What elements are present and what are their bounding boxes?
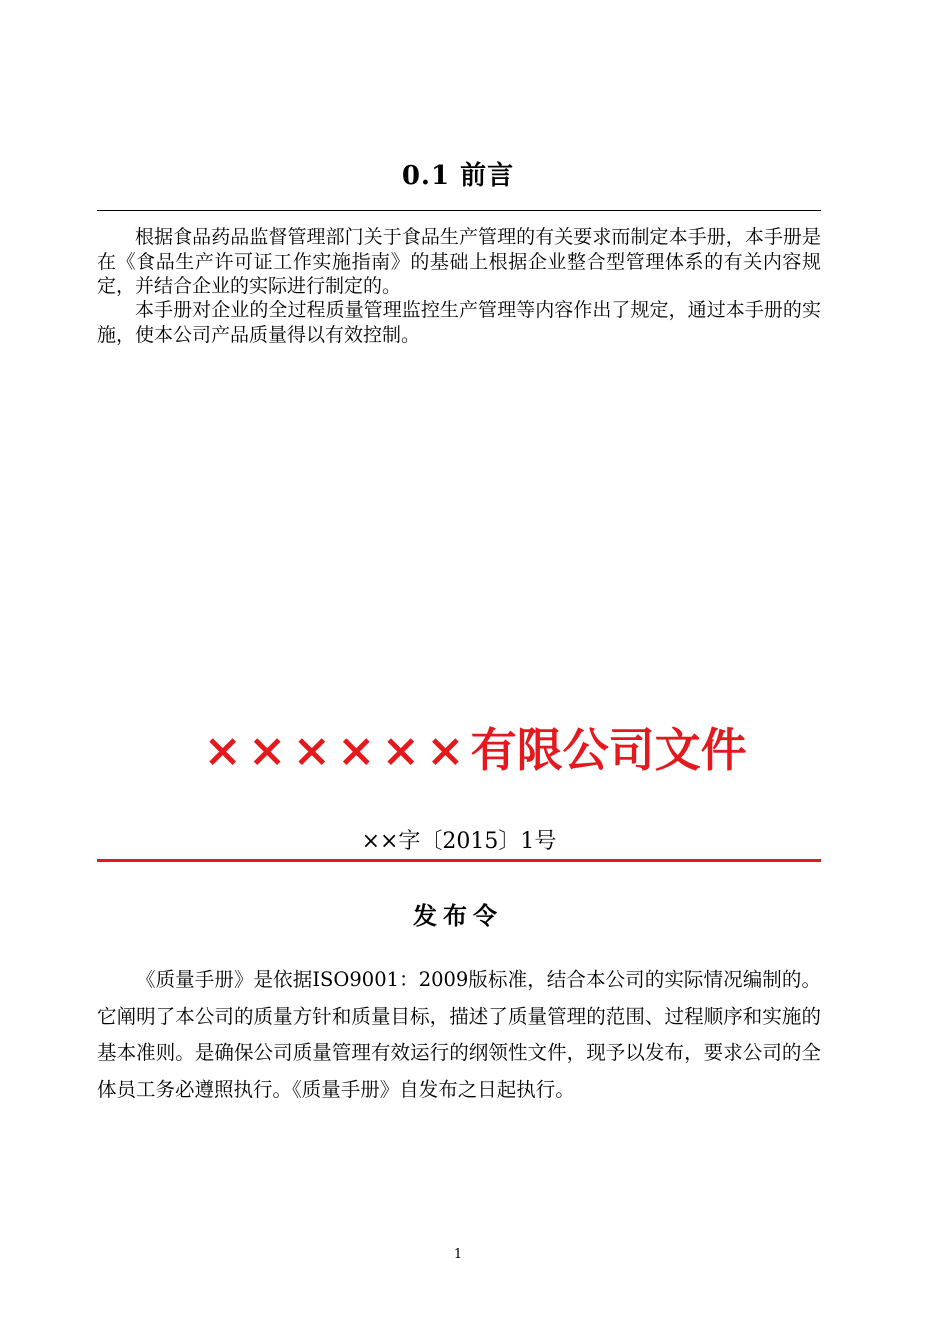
- preface-divider: [97, 210, 821, 211]
- preface-paragraph-1: 根据食品药品监督管理部门关于食品生产管理的有关要求而制定本手册，本手册是在《食品生产许可证工作实施指南》的基础上根据企业整合型管理体系的有关内容规定，并结合企业的实际进行制定的。: [97, 226, 821, 297]
- page-number: 1: [453, 1247, 463, 1262]
- company-document-header: [0, 718, 950, 782]
- company-name-placeholder: ××××××: [203, 723, 471, 777]
- company-document-label: 有限公司文件: [470, 723, 747, 777]
- preface-paragraph-2: 本手册对企业的全过程质量管理监控生产管理等内容作出了规定，通过本手册的实施，使本公司产品质量得以有效控制。: [97, 299, 821, 346]
- red-header-divider: [97, 859, 821, 862]
- release-order-body: 《质量手册》是依据ISO9001：2009版标准，结合本公司的实际情况编制的。它阐明了本公司的质量方针和质量目标，描述了质量管理的范围、过程顺序和实施的基本准则。是确保公司质量管理有效运行的纲领性文件，现予以发布，要求公司的全体员工务必遵照执行。《质量手册》自发布之日起执行。: [97, 968, 821, 1101]
- document-number: ××字〔2015〕1号: [361, 829, 557, 854]
- release-order-title: 发布令: [413, 901, 503, 930]
- preface-title: 0.1 前言: [401, 161, 515, 191]
